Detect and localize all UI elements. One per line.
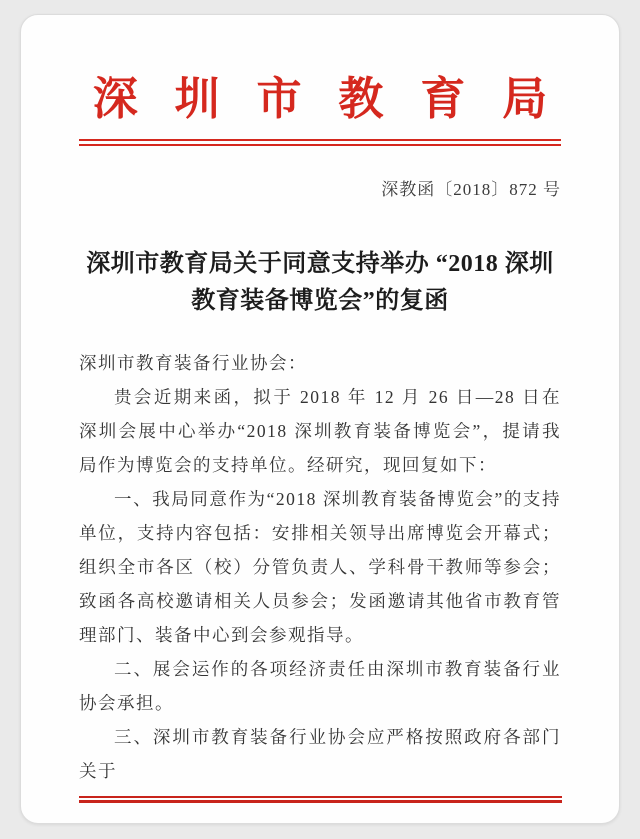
document-card <box>20 14 620 824</box>
footer-double-rule <box>79 796 562 803</box>
paragraph-item-3: 三、深圳市教育装备行业协会应严格按照政府各部门关于 <box>79 727 561 781</box>
letterhead-double-rule <box>79 139 561 146</box>
document-title: 深圳市教育局关于同意支持举办 “2018 深圳教育装备博览会”的复函 <box>86 251 554 314</box>
paragraph-intro: 贵会近期来函，拟于 2018 年 12 月 26 日—28 日在深圳会展中心举办“2018 深圳教育装备博览会”，提请我局作为博览会的支持单位。经研究，现回复如下： <box>79 387 561 475</box>
paragraph-item-2: 二、展会运作的各项经济责任由深圳市教育装备行业协会承担。 <box>79 659 561 713</box>
document-number: 深教函〔2018〕872 号 <box>381 180 561 199</box>
salutation: 深圳市教育装备行业协会： <box>79 353 307 373</box>
agency-name-text: 深圳市教育局 <box>92 74 585 124</box>
paragraph-item-1: 一、我局同意作为“2018 深圳教育装备博览会”的支持单位，支持内容包括：安排相关领导出席博览会开幕式；组织全市各区（校）分管负责人、学科骨干教师等参会；致函各高校邀请相关人员参会；发函邀请其他省市教育管理部门、装备中心到会参观指导。 <box>79 489 561 645</box>
letterhead-agency-name <box>79 71 585 127</box>
